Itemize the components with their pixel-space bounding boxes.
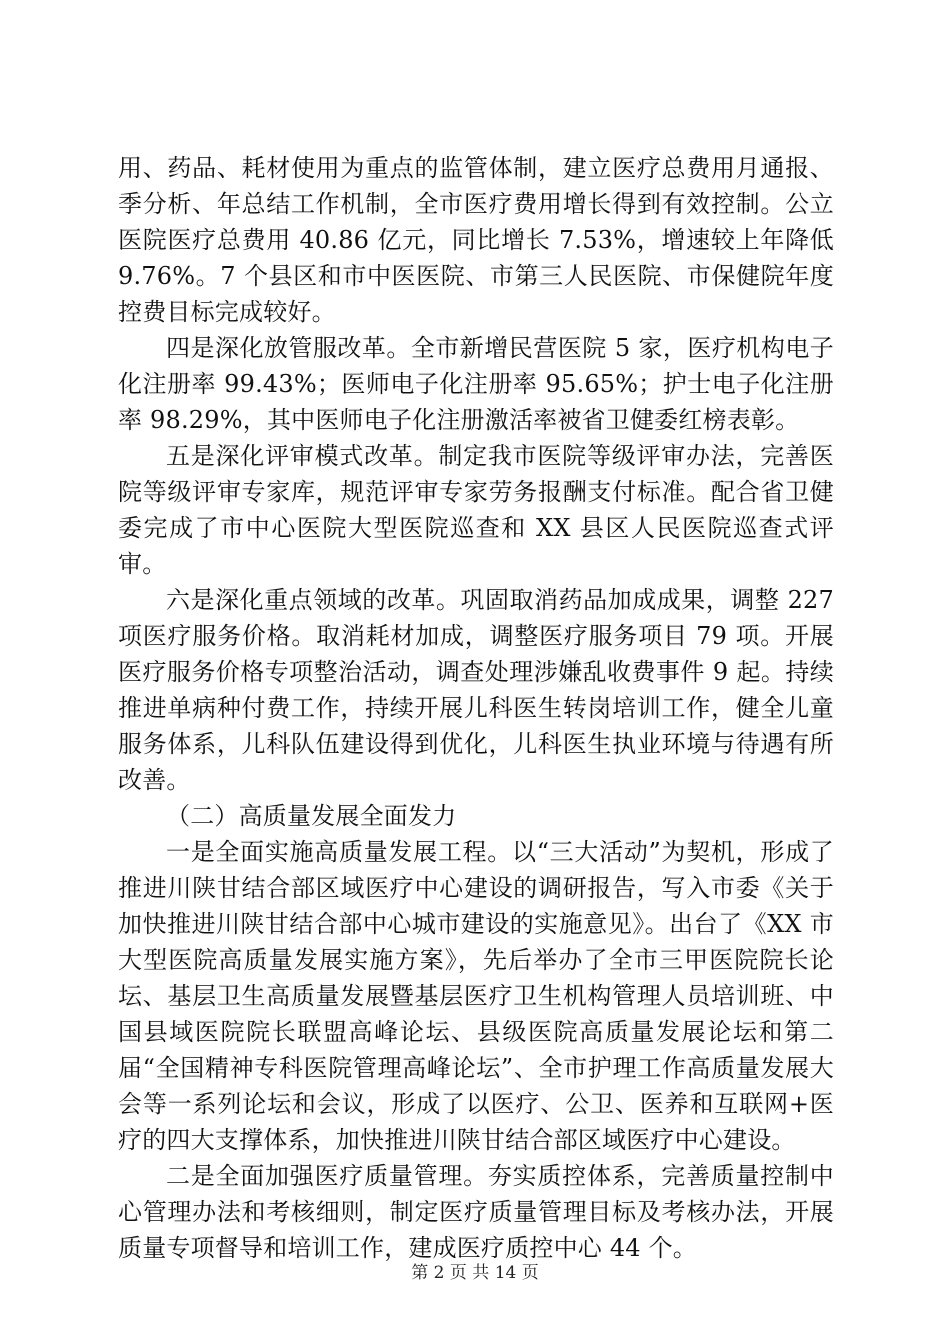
paragraph-high-quality-project: 一是全面实施高质量发展工程。以“三大活动”为契机，形成了推进川陕甘结合部区域医疗中心建设的调研报告，写入市委《关于加快推进川陕甘结合部中心城市建设的实施意见》。出台了《XX 市大型医院高质量发展实施方案》，先后举办了全市三甲医院院长论坛、基层卫生高质量发展暨基层医疗卫生机构管理人员培训班、中国县域医院院长联盟高峰论坛、县级医院高质量发展论坛和第二届“全国精神专科医院管理高峰论坛”、全市护理工作高质量发展大会等一系列论坛和会议，形成了以医疗、公卫、医养和互联网+医疗的四大支撑体系，加快推进川陕甘结合部区域医疗中心建设。 — [118, 838, 834, 1154]
paragraph-key-area-reform: 六是深化重点领域的改革。巩固取消药品加成成果，调整 227 项医疗服务价格。取消耗材加成，调整医疗服务项目 79 项。开展医疗服务价格专项整治活动，调查处理涉嫌乱收费事件 9 起。持续推进单病种付费工作，持续开展儿科医生转岗培训工作，健全儿童服务体系，儿科队伍建设得到优化，儿科医生执业环境与待遇有所改善。 — [118, 586, 834, 794]
document-body — [118, 150, 834, 1266]
paragraph-review-reform: 五是深化评审模式改革。制定我市医院等级评审办法，完善医院等级评审专家库，规范评审专家劳务报酬支付标准。配合省卫健委完成了市中心医院大型医院巡查和 XX 县区人民医院巡查式评审。 — [118, 442, 834, 578]
paragraph-cost-control: 用、药品、耗材使用为重点的监管体制，建立医疗总费用月通报、季分析、年总结工作机制，全市医疗费用增长得到有效控制。公立医院医疗总费用 40.86 亿元，同比增长 7.53%，增速较上年降低 9.76%。7 个县区和市中医医院、市第三人民医院、市保健院年度控费目标完成较好。 — [118, 154, 834, 326]
paragraph-deregulation-reform: 四是深化放管服改革。全市新增民营医院 5 家，医疗机构电子化注册率 99.43%；医师电子化注册率 95.65%；护士电子化注册率 98.29%，其中医师电子化注册激活率被省卫健委红榜表彰。 — [118, 334, 834, 434]
paragraph-quality-management: 二是全面加强医疗质量管理。夯实质控体系，完善质量控制中心管理办法和考核细则，制定医疗质量管理目标及考核办法，开展质量专项督导和培训工作，建成医疗质控中心 44 个。 — [118, 1162, 834, 1262]
section-heading: （二）高质量发展全面发力 — [166, 802, 457, 830]
page-footer: 第 2 页 共 14 页 — [411, 1263, 539, 1283]
